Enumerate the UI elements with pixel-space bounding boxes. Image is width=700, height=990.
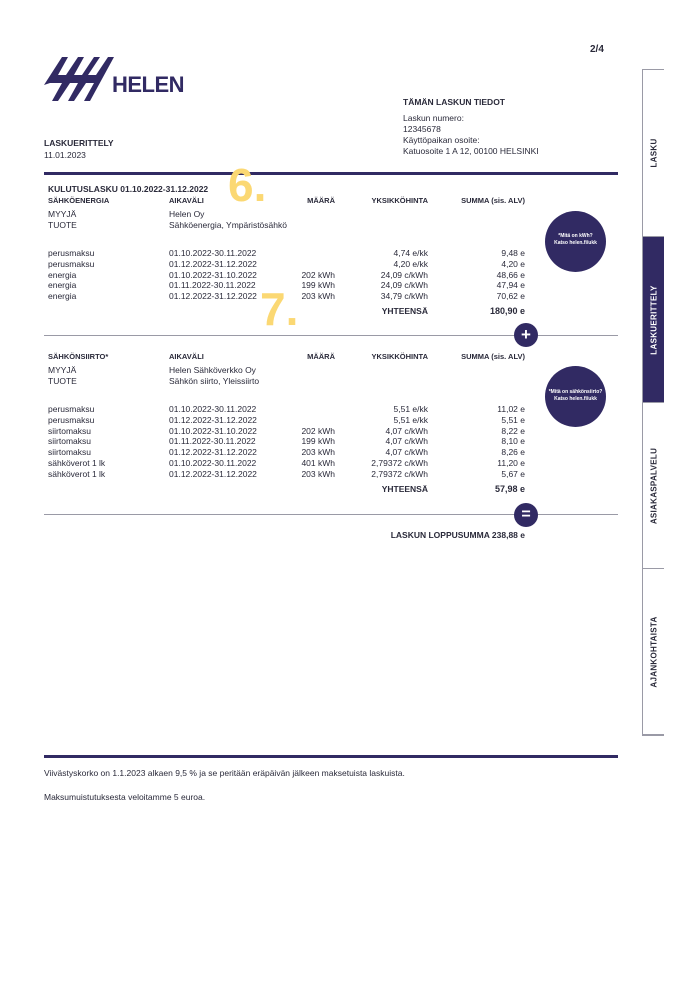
row-item: sähköverot 1 lk <box>48 458 106 468</box>
tab-lasku-label: LASKU <box>649 138 658 168</box>
row-unit-price: 24,09 c/kWh <box>380 269 428 280</box>
row-unit-price: 4,07 c/kWh <box>385 425 428 436</box>
row-period: 01.10.2022-31.10.2022 <box>169 269 257 280</box>
row-sum: 5,67 e <box>501 468 525 479</box>
row-item: energia <box>48 280 77 291</box>
row-sum: 11,02 e <box>497 404 525 414</box>
row-period: 01.10.2022-30.11.2022 <box>169 248 257 258</box>
row-period: 01.10.2022-31.10.2022 <box>169 425 257 436</box>
product-label: TUOTE <box>48 220 77 230</box>
row-unit-price: 4,07 c/kWh <box>385 436 428 447</box>
divider-footer <box>44 755 618 758</box>
header-yksikkohinta: YKSIKKÖHINTA <box>371 196 428 205</box>
invoice-number: 12345678 <box>403 124 441 134</box>
header-maara: MÄÄRÄ <box>307 196 335 205</box>
marker-7: 7. <box>260 283 299 335</box>
row-period: 01.10.2022-30.11.2022 <box>169 404 257 414</box>
helen-logo-mark <box>44 55 116 103</box>
row-unit-price: 2,79372 c/kWh <box>371 468 428 479</box>
divider-top <box>44 172 618 175</box>
kwh-info-bubble[interactable] <box>545 211 606 272</box>
row-quantity: 203 kWh <box>301 291 335 302</box>
row-quantity: 199 kWh <box>301 436 335 447</box>
row-sum: 48,66 e <box>496 269 525 280</box>
row-item: perusmaksu <box>48 404 95 414</box>
tab-asiakaspalvelu-label: ASIAKASPALVELU <box>649 447 658 524</box>
marker-6: 6. <box>228 159 267 211</box>
row-period: 01.12.2022-31.12.2022 <box>169 447 257 458</box>
tab-lasku[interactable] <box>643 70 664 237</box>
transfer-info-line1: *Mitä on sähkönsiirto? <box>548 389 603 395</box>
header-aikavali: AIKAVÄLI <box>169 196 204 205</box>
row-unit-price: 4,74 e/kk <box>393 248 428 258</box>
row-sum: 8,10 e <box>501 436 525 447</box>
row-quantity: 199 kWh <box>301 280 335 291</box>
row-item: perusmaksu <box>48 414 95 425</box>
kwh-info-line2: Katso helen.fi/ukk <box>554 240 597 246</box>
seller-label: MYYJÄ <box>48 209 77 219</box>
equals-icon: = <box>514 503 538 527</box>
consumption-title: KULUTUSLASKU 01.10.2022-31.12.2022 <box>48 184 209 194</box>
row-unit-price: 34,79 c/kWh <box>380 291 428 302</box>
row-sum: 47,94 e <box>496 280 525 291</box>
helen-logo <box>44 55 184 103</box>
consumption-total: 180,90 e <box>489 306 525 316</box>
transfer-seller-label: MYYJÄ <box>48 365 77 375</box>
row-quantity: 202 kWh <box>301 269 335 280</box>
tab-laskuerittely-label: LASKUERITTELY <box>649 284 658 355</box>
row-unit-price: 5,51 e/kk <box>393 414 428 425</box>
row-period: 01.11.2022-30.11.2022 <box>169 436 256 447</box>
row-period: 01.12.2022-31.12.2022 <box>169 414 257 425</box>
row-sum: 11,20 e <box>497 458 525 468</box>
transfer-seller-value: Helen Sähköverkko Oy <box>169 365 256 375</box>
page-number: 2/4 <box>590 44 604 55</box>
kwh-info-line1: *Mitä on kWh? <box>558 233 593 239</box>
tab-asiakaspalvelu[interactable] <box>643 403 664 569</box>
row-quantity: 401 kWh <box>301 458 335 468</box>
row-quantity: 202 kWh <box>301 425 335 436</box>
transfer-total-label: YHTEENSÄ <box>381 484 428 494</box>
row-period: 01.12.2022-31.12.2022 <box>169 291 257 302</box>
row-unit-price: 2,79372 c/kWh <box>371 458 428 468</box>
seller-value: Helen Oy <box>169 209 205 219</box>
row-quantity: 203 kWh <box>301 447 335 458</box>
row-item: energia <box>48 291 77 302</box>
row-quantity: 203 kWh <box>301 468 335 479</box>
row-period: 01.11.2022-30.11.2022 <box>169 280 256 291</box>
site-label: Käyttöpaikan osoite: <box>403 135 480 145</box>
row-item: energia <box>48 269 77 280</box>
row-item: siirtomaksu <box>48 447 91 458</box>
invoice-date: 11.01.2023 <box>44 150 86 160</box>
transfer-product-value: Sähkön siirto, Yleissiirto <box>169 376 260 386</box>
tab-ajankohtaista-label: AJANKOHTAISTA <box>649 615 658 688</box>
plus-icon: + <box>514 323 538 347</box>
section-title: LASKUERITTELY <box>44 138 114 148</box>
footer-interest-note: Viivästyskorko on 1.1.2023 alkaen 9,5 % ja se peritään eräpäivän jälkeen maksetuista laskuista. <box>44 768 405 778</box>
row-period: 01.12.2022-31.12.2022 <box>169 468 257 479</box>
row-sum: 8,22 e <box>501 425 525 436</box>
header-summa-2: SUMMA (sis. ALV) <box>461 352 525 361</box>
row-sum: 8,26 e <box>501 447 525 458</box>
footer-reminder-note: Maksumuistutuksesta veloitamme 5 euroa. <box>44 792 206 802</box>
row-sum: 4,20 e <box>501 258 525 269</box>
header-sahkoenergia: SÄHKÖENERGIA <box>48 196 110 205</box>
row-unit-price: 4,20 e/kk <box>393 258 428 269</box>
row-period: 01.10.2022-30.11.2022 <box>169 458 257 468</box>
row-item: siirtomaksu <box>48 436 91 447</box>
invoice-info <box>403 97 539 157</box>
transfer-info-line2: Katso helen.fi/ukk <box>554 396 597 402</box>
row-item: sähköverot 1 lk <box>48 468 106 479</box>
transfer-product-label: TUOTE <box>48 376 77 386</box>
product-value: Sähköenergia, Ympäristösähkö <box>169 220 287 230</box>
row-sum: 9,48 e <box>501 248 525 258</box>
grand-total: LASKUN LOPPUSUMMA 238,88 e <box>390 530 525 540</box>
header-sahkonsiirto: SÄHKÖNSIIRTO* <box>48 352 109 361</box>
site-address: Katuosoite 1 A 12, 00100 HELSINKI <box>403 146 539 156</box>
row-item: perusmaksu <box>48 258 95 269</box>
invoice-info-title: TÄMÄN LASKUN TIEDOT <box>403 97 505 107</box>
side-tabs <box>642 69 664 736</box>
header-summa: SUMMA (sis. ALV) <box>461 196 525 205</box>
invoice-number-label: Laskun numero: <box>403 113 464 123</box>
consumption-total-label: YHTEENSÄ <box>381 306 428 316</box>
header-maara-2: MÄÄRÄ <box>307 352 335 361</box>
row-item: siirtomaksu <box>48 425 91 436</box>
transfer-info-bubble[interactable] <box>545 366 606 427</box>
header-yksikkohinta-2: YKSIKKÖHINTA <box>371 352 428 361</box>
row-unit-price: 5,51 e/kk <box>393 404 428 414</box>
tab-laskuerittely[interactable] <box>643 237 664 403</box>
row-sum: 5,51 e <box>501 414 525 425</box>
tab-ajankohtaista[interactable] <box>643 569 664 735</box>
header-aikavali-2: AIKAVÄLI <box>169 352 204 361</box>
row-period: 01.12.2022-31.12.2022 <box>169 258 257 269</box>
transfer-total: 57,98 e <box>494 484 525 494</box>
row-unit-price: 24,09 c/kWh <box>380 280 428 291</box>
row-sum: 70,62 e <box>496 291 525 302</box>
row-unit-price: 4,07 c/kWh <box>385 447 428 458</box>
row-item: perusmaksu <box>48 248 95 258</box>
brand-name: HELEN <box>112 72 185 97</box>
